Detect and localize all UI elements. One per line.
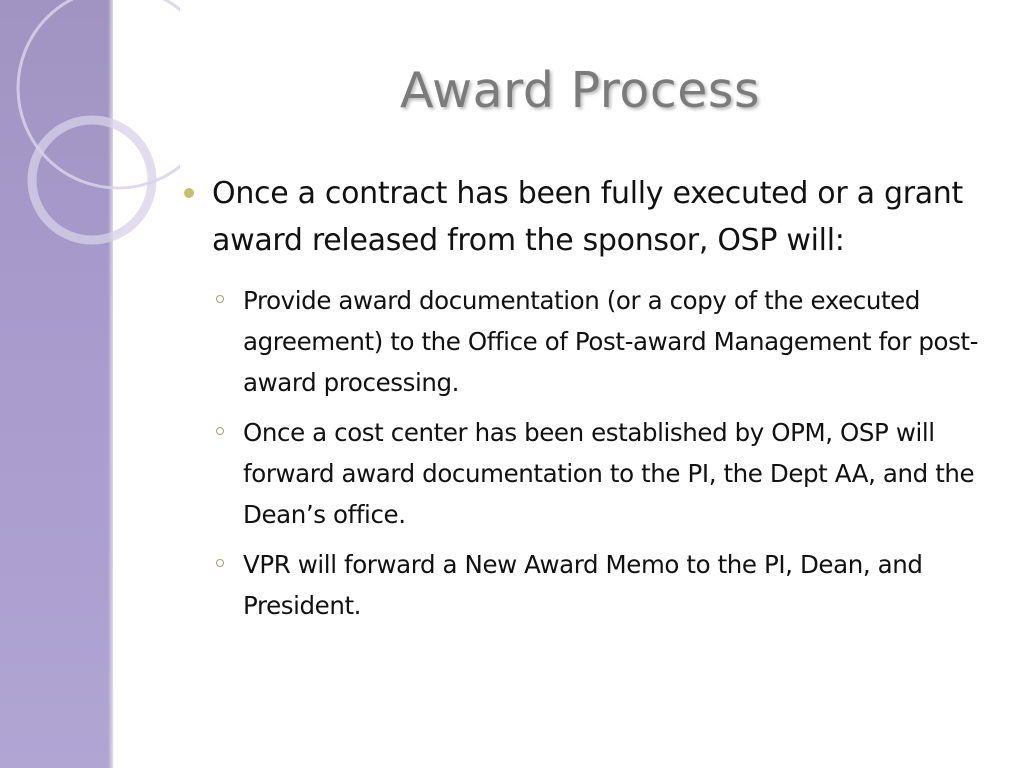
- sub-bullet-text: VPR will forward a New Award Memo to the PI, Dean, and President.: [243, 550, 923, 620]
- decorative-ring-large: [18, 0, 180, 188]
- ring-bullet-icon: [216, 427, 224, 435]
- decorative-circles: [0, 0, 180, 260]
- bullet-item: [182, 170, 982, 264]
- sub-bullet-item: [212, 280, 982, 403]
- bullet-dot-icon: [184, 188, 194, 198]
- ring-bullet-icon: [216, 559, 224, 567]
- ring-bullet-icon: [216, 295, 224, 303]
- bullet-text: Once a contract has been fully executed or a grant award released from the sponsor, OSP will:: [212, 176, 963, 258]
- sub-bullet-text: Provide award documentation (or a copy of the executed agreement) to the Office of Post-award Management for post-award processing.: [243, 286, 979, 397]
- sub-bullet-list: [182, 280, 982, 626]
- decorative-ring-small: [32, 120, 152, 240]
- slide-title: Award Process: [400, 62, 760, 119]
- sub-bullet-item: [212, 544, 982, 626]
- sub-bullet-text: Once a cost center has been established by OPM, OSP will forward award documentation to the PI, the Dept AA, and the Dean’s office.: [243, 418, 975, 529]
- sub-bullet-item: [212, 412, 982, 535]
- slide-body: [182, 170, 982, 635]
